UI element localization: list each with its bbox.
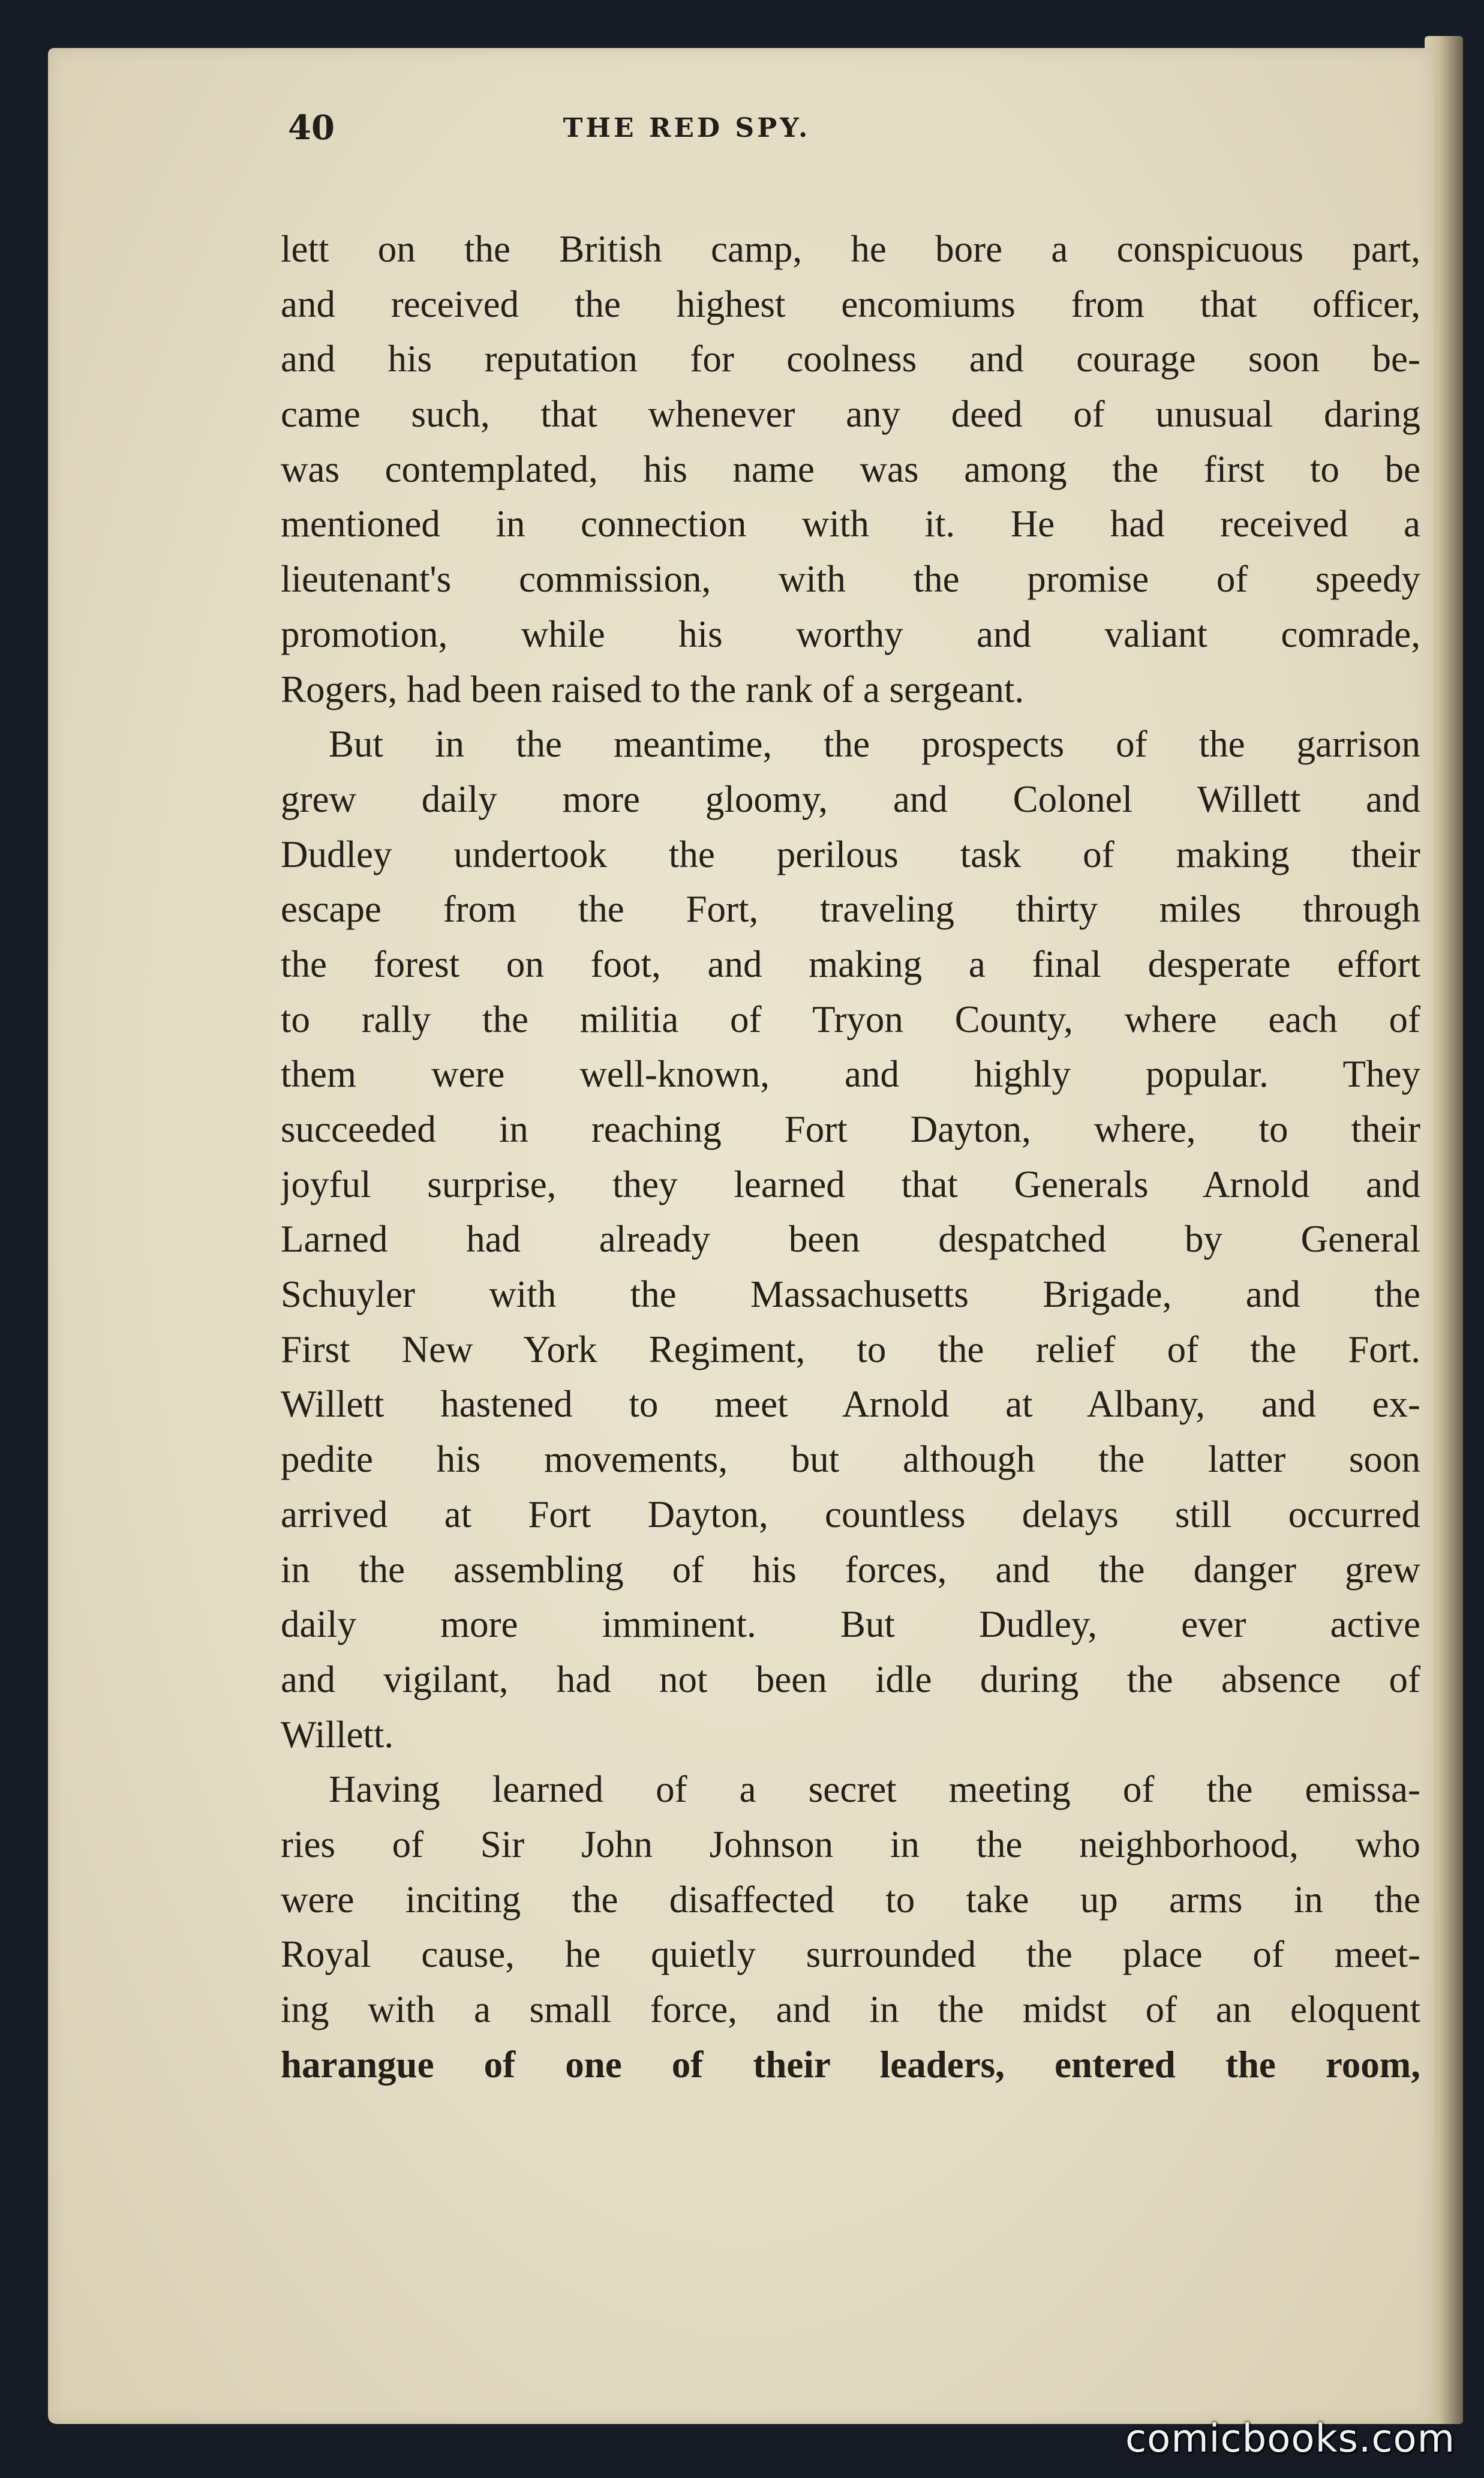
text-line: escape from the Fort, traveling thirty miles through [281, 888, 1420, 931]
text-line: harangue of one of their leaders, entered the room, [281, 2043, 1420, 2086]
text-line: Rogers, had been raised to the rank of a sergeant. [281, 668, 1025, 710]
text-line: lieutenant's commission, with the promise of speedy [281, 558, 1420, 601]
text-line: First New York Regiment, to the relief of the Fort. [281, 1328, 1420, 1370]
text-line: Larned had already been despatched by General [281, 1218, 1420, 1261]
text-line: pedite his movements, but although the latter soon [281, 1438, 1420, 1481]
text-line: the forest on foot, and making a final desperate effort [281, 943, 1420, 985]
text-line: in the assembling of his forces, and the danger grew [281, 1548, 1420, 1591]
text-line: to rally the militia of Tryon County, where each of [281, 998, 1420, 1040]
text-line: was contemplated, his name was among the first to be [281, 448, 1420, 490]
body-text [281, 222, 1420, 2092]
text-line: Schuyler with the Massachusetts Brigade, and the [281, 1273, 1420, 1316]
text-line: Having learned of a secret meeting of the emissa- [329, 1768, 1420, 1811]
text-line: Willett. [281, 1713, 394, 1756]
running-title: THE RED SPY. [563, 113, 811, 143]
page-number: 40 [288, 108, 335, 148]
text-line: grew daily more gloomy, and Colonel Willett and [281, 778, 1420, 820]
text-line: Royal cause, he quietly surrounded the place of meet- [281, 1933, 1420, 1976]
text-line: and his reputation for coolness and courage soon be- [281, 338, 1420, 380]
text-line: ing with a small force, and in the midst of an eloquent [281, 1988, 1420, 2030]
text-line: daily more imminent. But Dudley, ever active [281, 1603, 1420, 1646]
text-line: and vigilant, had not been idle during the absence of [281, 1658, 1420, 1700]
text-line: arrived at Fort Dayton, countless delays still occurred [281, 1493, 1420, 1535]
text-line: joyful surprise, they learned that Generals Arnold and [281, 1163, 1420, 1205]
text-line: promotion, while his worthy and valiant comrade, [281, 613, 1420, 655]
text-line: mentioned in connection with it. He had received a [281, 503, 1420, 545]
text-line: came such, that whenever any deed of unusual daring [281, 393, 1420, 436]
page-header [288, 108, 1086, 174]
text-line: Willett hastened to meet Arnold at Albany, and ex- [281, 1383, 1420, 1426]
text-line: were inciting the disaffected to take up arms in the [281, 1878, 1420, 1921]
watermark: comicbooks.com [1125, 2417, 1455, 2461]
text-line: lett on the British camp, he bore a conspicuous part, [281, 228, 1420, 270]
text-line: and received the highest encomiums from that officer, [281, 283, 1420, 325]
text-line: succeeded in reaching Fort Dayton, where, to their [281, 1108, 1420, 1150]
text-line: Dudley undertook the perilous task of making their [281, 833, 1420, 875]
text-line: ries of Sir John Johnson in the neighborhood, who [281, 1823, 1420, 1865]
text-line: them were well-known, and highly popular. They [281, 1053, 1420, 1096]
text-line: But in the meantime, the prospects of the garrison [329, 723, 1420, 766]
